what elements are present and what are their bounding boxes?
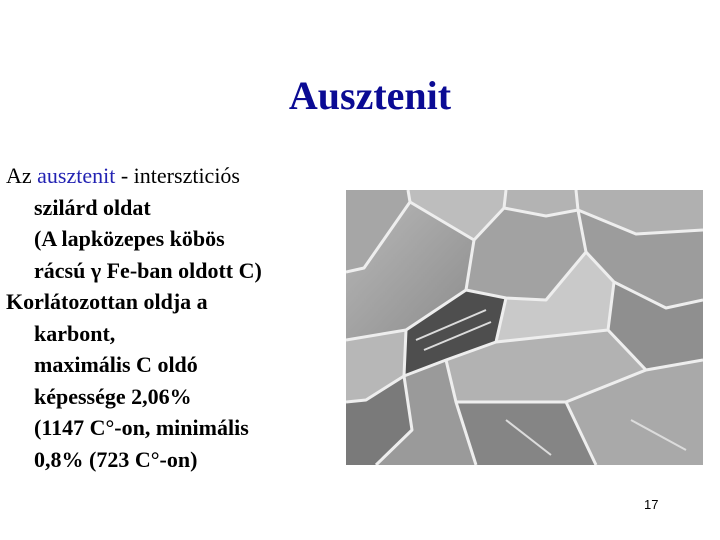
solubility-line-3: maximális C oldó [34,352,198,377]
definition-prefix: Az [6,163,38,188]
page-number: 17 [644,497,659,512]
paragraph-definition [6,160,336,286]
solubility-line-4: képessége 2,06% [34,383,192,409]
definition-line-4: rácsú γ Fe-ban oldott C) [34,257,262,283]
definition-line [6,160,336,192]
solubility-line-5: (1147 C°-on, minimális [34,415,249,440]
austenite-micrograph-image [346,190,703,465]
definition-line-3: (A lapközepes köbös [34,226,225,251]
term-ausztenit: ausztenit [37,163,116,188]
body-text [6,160,336,475]
definition-suffix: - interszticiós [115,163,240,188]
definition-line-2: szilárd oldat [34,194,151,220]
slide-title: Ausztenit [288,73,452,118]
solubility-line-2: karbont, [34,320,116,346]
solubility-line-6: 0,8% (723 C°-on) [34,446,198,472]
paragraph-solubility [6,286,336,475]
solubility-line-1: Korlátozottan oldja a [6,289,208,314]
